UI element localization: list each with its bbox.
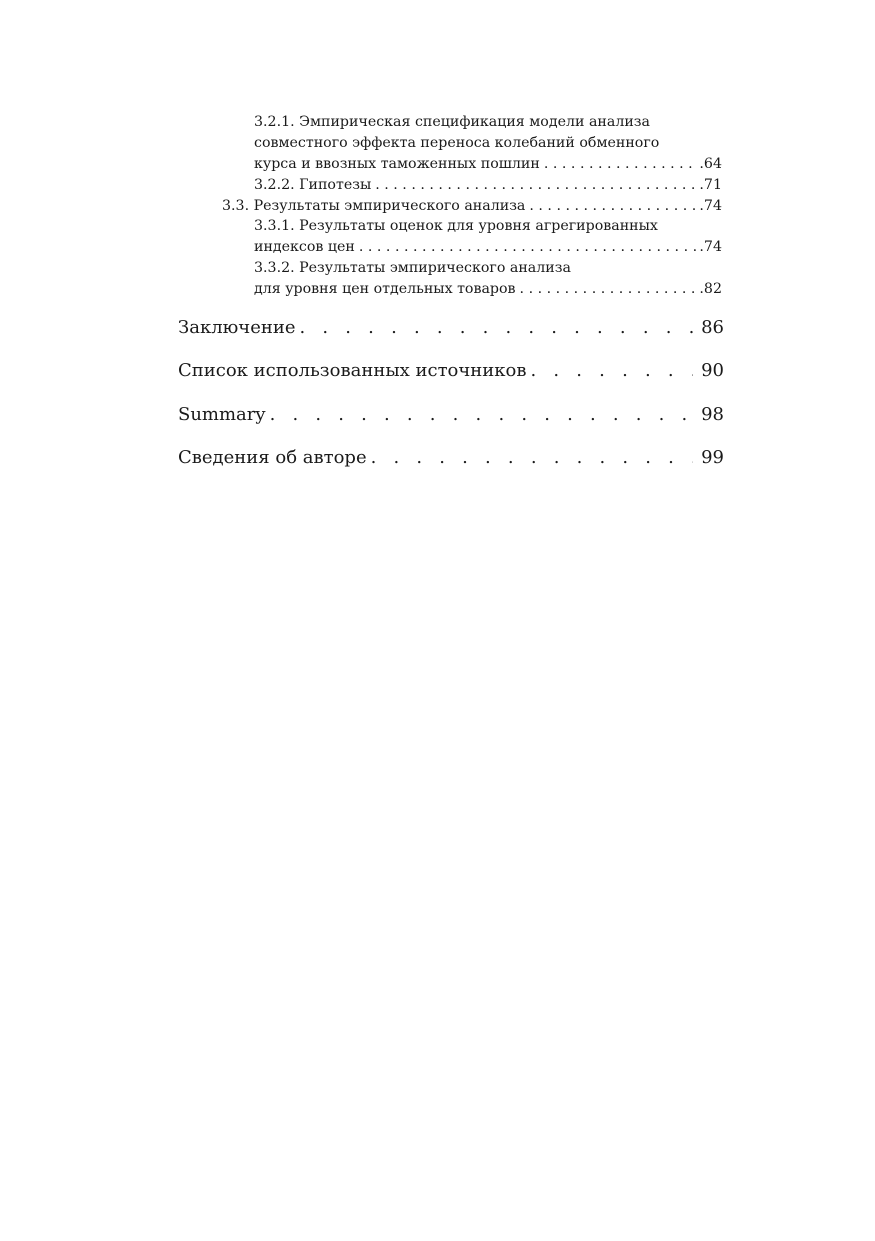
- toc-entry-text: Заключение: [178, 317, 296, 338]
- dot-leader: [371, 447, 693, 468]
- dot-leader: [544, 156, 698, 172]
- toc-page-number: 98: [701, 404, 724, 425]
- toc-page-number: 90: [701, 360, 724, 381]
- toc-page-number: .74: [699, 239, 722, 255]
- toc-page-number: 86: [701, 317, 724, 338]
- toc-entry-text: 3.2.1. Эмпирическая спецификация модели анализа: [254, 114, 650, 130]
- toc-page-number: .71: [699, 177, 722, 193]
- toc-entry-text: 3.3.1. Результаты оценок для уровня агрегированных: [254, 218, 658, 234]
- toc-entry-text: Список использованных источников: [178, 360, 527, 381]
- toc-entry-text: 3.3.2. Результаты эмпирического анализа: [254, 260, 571, 276]
- toc-page-number: .82: [699, 281, 722, 297]
- toc-page-number: .74: [699, 198, 722, 214]
- toc-entry-text: Сведения об авторе: [178, 447, 367, 468]
- toc-entry-text: индексов цен: [254, 239, 355, 255]
- dot-leader: [300, 317, 694, 338]
- toc-page-number: 99: [701, 447, 724, 468]
- toc-entry-text: для уровня цен отдельных товаров: [254, 281, 516, 297]
- toc-entry-text: курса и ввозных таможенных пошлин: [254, 156, 540, 172]
- toc-entry-text: 3.3. Результаты эмпирического анализа: [222, 198, 526, 214]
- toc-entry-text: Summary: [178, 404, 266, 425]
- toc-page-number: .64: [699, 156, 722, 172]
- dot-leader: [520, 281, 698, 297]
- toc-entry-text: 3.2.2. Гипотезы: [254, 177, 372, 193]
- dot-leader: [531, 360, 694, 381]
- dot-leader: [270, 404, 694, 425]
- dot-leader: [529, 198, 697, 214]
- dot-leader: [375, 177, 697, 193]
- toc-entry-text: совместного эффекта переноса колебаний обменного: [254, 135, 660, 151]
- dot-leader: [359, 239, 698, 255]
